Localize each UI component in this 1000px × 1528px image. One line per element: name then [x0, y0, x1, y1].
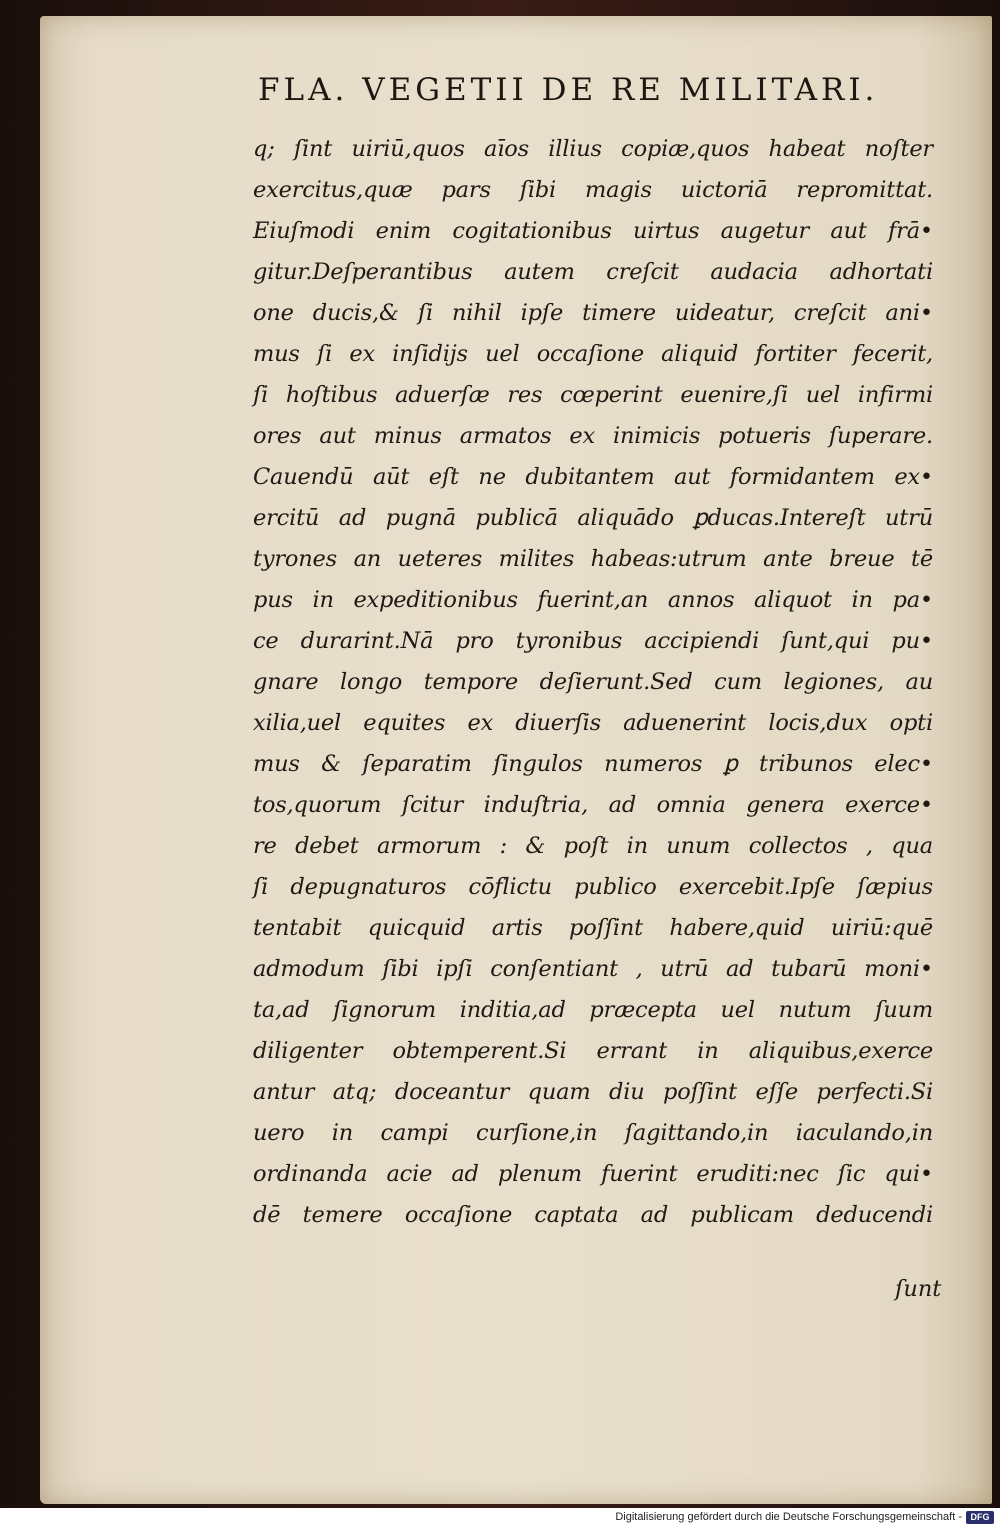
text-line: gnare longo tempore deſierunt.Sed cum legiones, au	[253, 669, 933, 695]
catchword: ſunt	[895, 1276, 942, 1302]
text-line: ercitū ad pugnā publicā aliquādo ꝑducas.Intereſt utrū	[253, 505, 933, 531]
text-line: ſi depugnaturos cōflictu publico exercebit.Ipſe ſæpius	[253, 874, 933, 900]
text-line: tos,quorum ſcitur induſtria, ad omnia genera exerce•	[253, 792, 933, 818]
body-text	[253, 129, 933, 1236]
text-line: xilia,uel equites ex diuerſis aduenerint locis,dux opti	[253, 710, 933, 736]
text-line: diligenter obtemperent.Si errant in aliquibus,exerce	[253, 1038, 933, 1064]
text-line: mus ſi ex inſidijs uel occaſione aliquid fortiter fecerit,	[253, 341, 933, 367]
text-line: ce durarint.Nā pro tyronibus accipiendi ſunt,qui pu•	[253, 628, 933, 654]
funding-notice: Digitalisierung gefördert durch die Deutsche Forschungsgemeinschaft -	[615, 1511, 962, 1523]
text-line: mus & ſeparatim ſingulos numeros ꝑ tribunos elec•	[253, 751, 933, 777]
text-line: tyrones an ueteres milites habeas:utrum ante breue tē	[253, 546, 933, 572]
text-line: tentabit quicquid artis poſſint habere,quid uiriū:quē	[253, 915, 933, 941]
text-line: q; ſint uiriū,quos aīos illius copiæ,quos habeat noſter	[253, 136, 933, 162]
running-head: FLA. VEGETII DE RE MILITARI.	[258, 72, 879, 108]
text-line: exercitus,quæ pars ſibi magis uictoriā repromittat.	[253, 177, 933, 203]
text-line: uero in campi curſione,in ſagittando,in iaculando,in	[253, 1120, 933, 1146]
text-line: one ducis,& ſi nihil ipſe timere uideatur, creſcit ani•	[253, 300, 933, 326]
dfg-logo-icon: DFG	[966, 1511, 994, 1524]
footer-bar	[0, 1508, 1000, 1528]
text-line: re debet armorum : & poſt in unum collectos , qua	[253, 833, 933, 859]
text-line: antur atq; doceantur quam diu poſſint eſſe perfecti.Si	[253, 1079, 933, 1105]
text-line: pus in expeditionibus fuerint,an annos aliquot in pa•	[253, 587, 933, 613]
text-line: gitur.Deſperantibus autem creſcit audacia adhortati	[253, 259, 933, 285]
text-line: ordinanda acie ad plenum fuerint eruditi:nec ſic qui•	[253, 1161, 933, 1187]
text-line: ta,ad ſignorum inditia,ad præcepta uel nutum ſuum	[253, 997, 933, 1023]
text-line: Eiuſmodi enim cogitationibus uirtus augetur aut frā•	[253, 218, 933, 244]
text-line: ores aut minus armatos ex inimicis potueris ſuperare.	[253, 423, 933, 449]
text-line: ſi hoſtibus aduerſæ res cœperint euenire,ſi uel infirmi	[253, 382, 933, 408]
text-line: Cauendū aūt eſt ne dubitantem aut formidantem ex•	[253, 464, 933, 490]
text-line: admodum ſibi ipſi conſentiant , utrū ad tubarū moni•	[253, 956, 933, 982]
text-line: dē temere occaſione captata ad publicam deducendi	[253, 1202, 933, 1228]
